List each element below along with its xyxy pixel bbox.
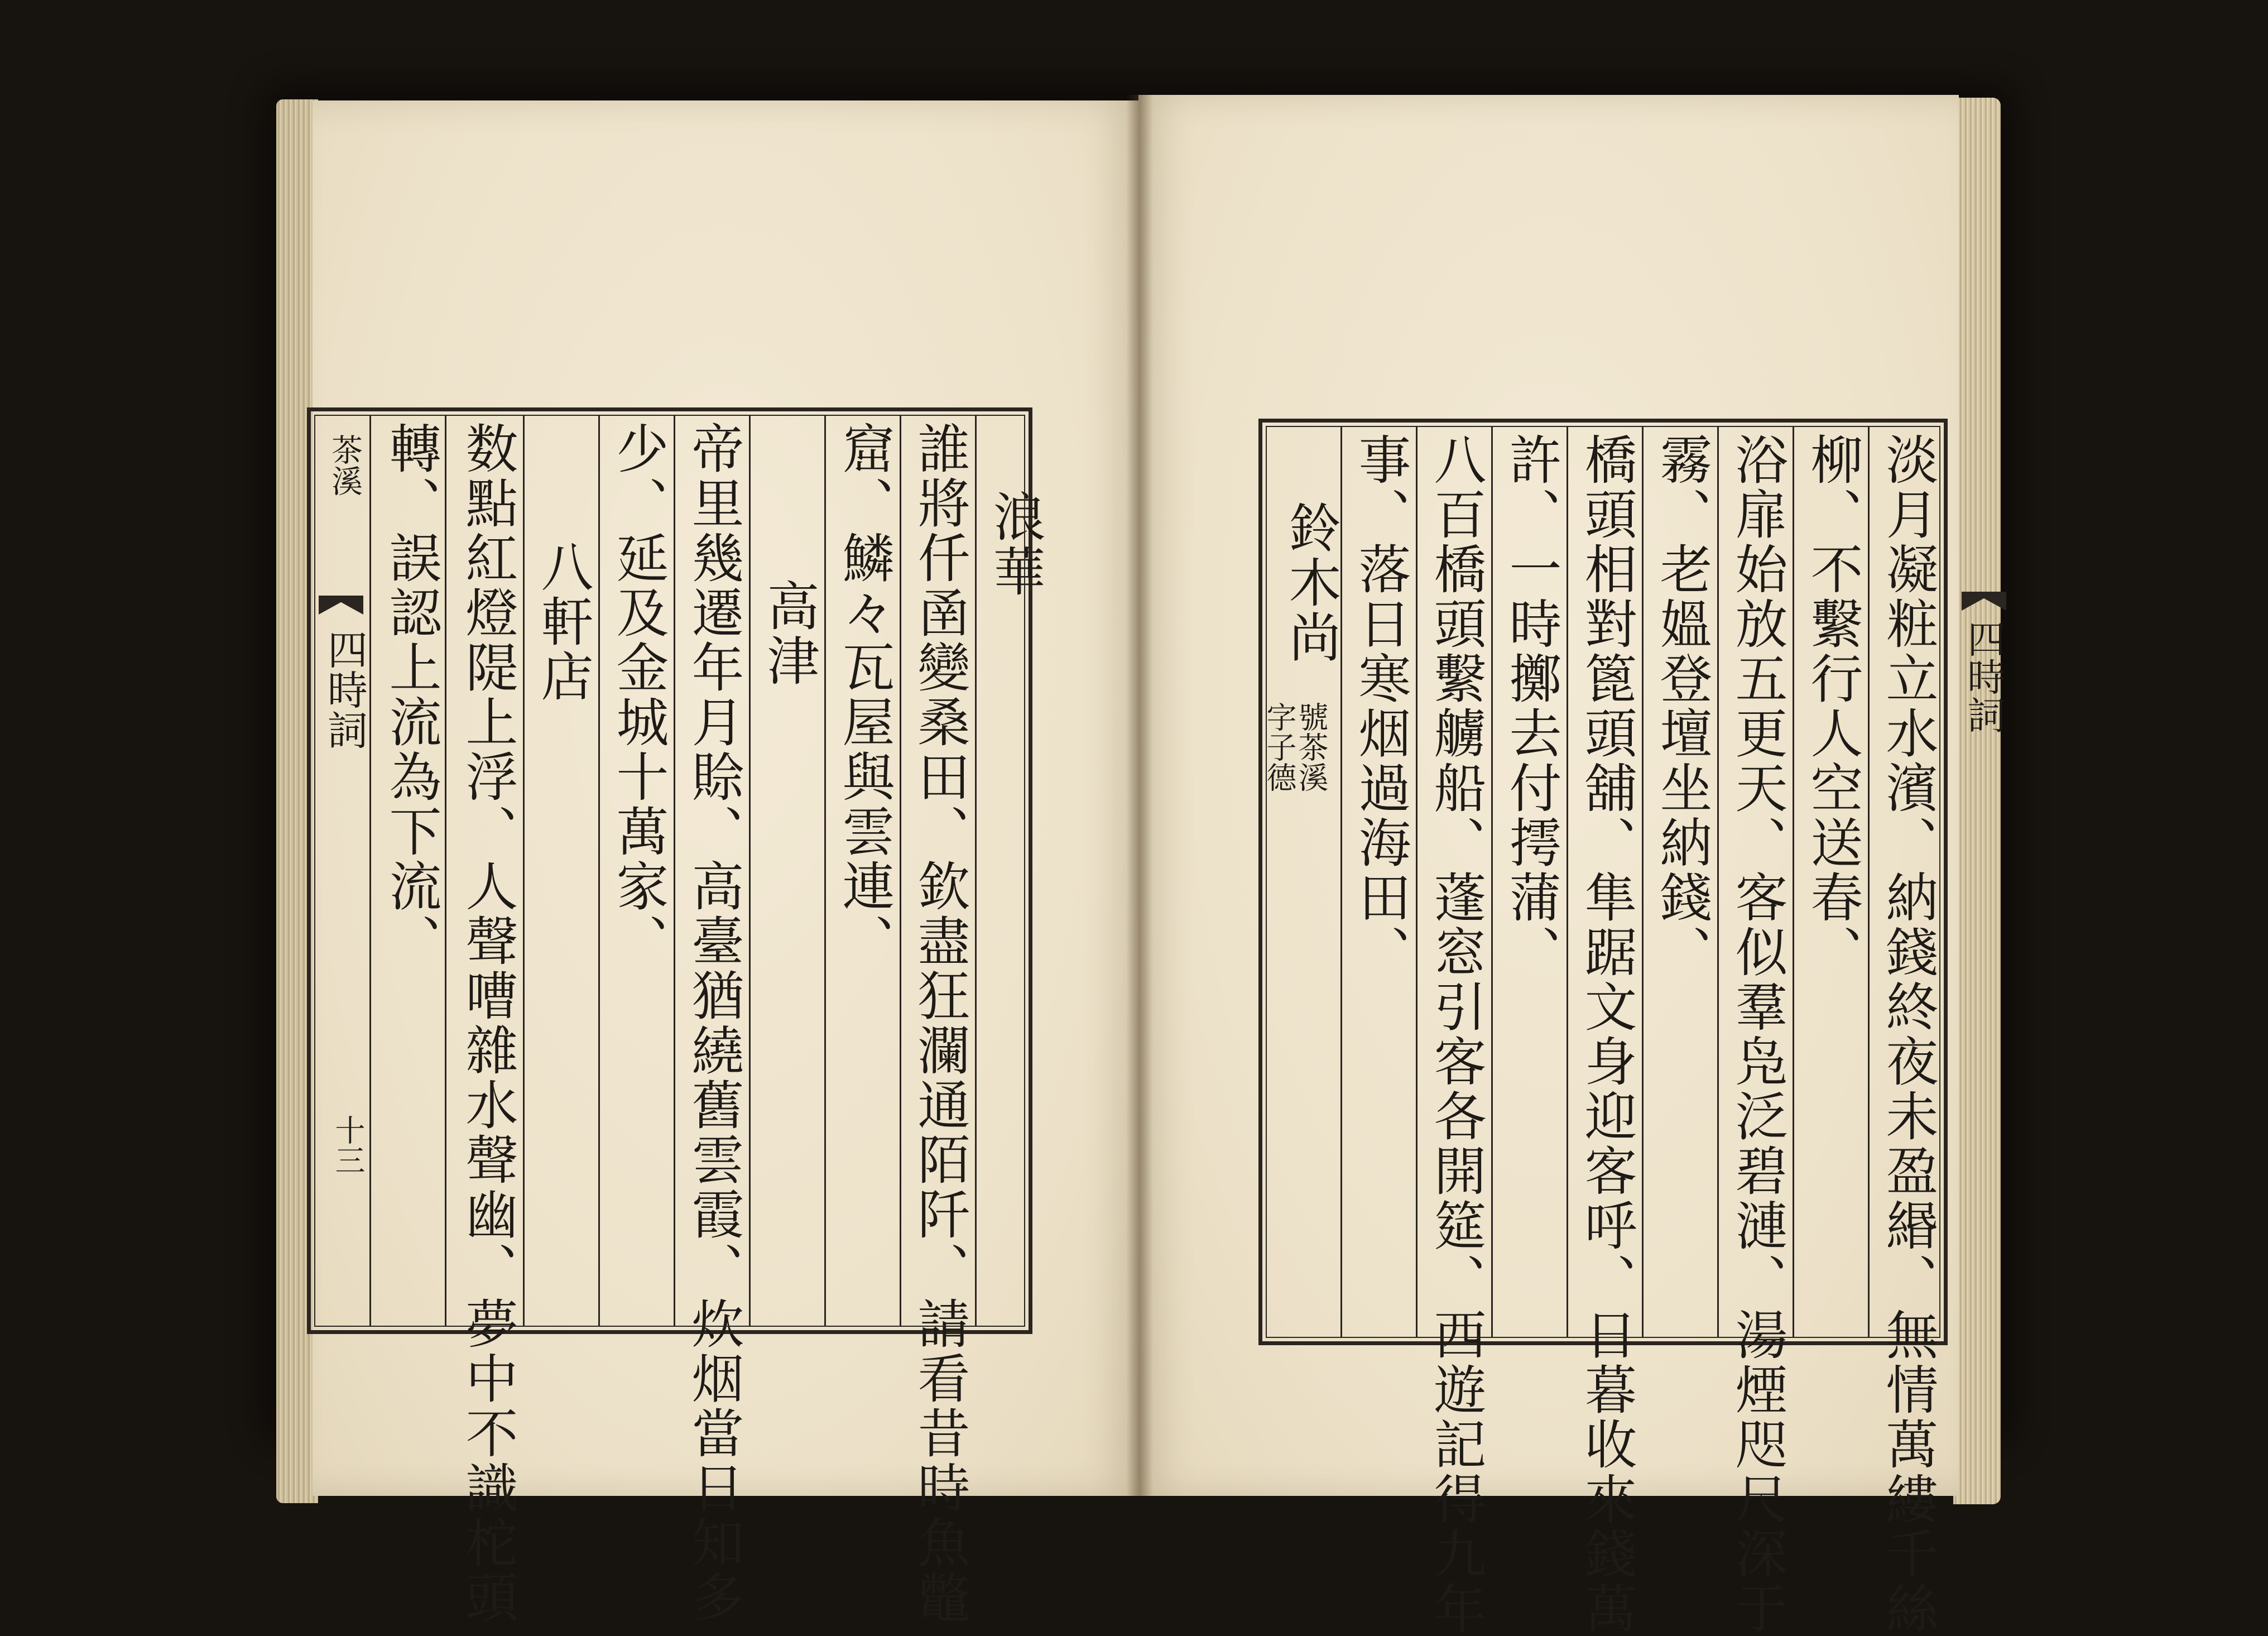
poem-title-naniwa: 浪華	[984, 490, 1045, 599]
column-rule	[1717, 427, 1719, 1337]
poem-line: 淡月凝粧立水濱、納錢終夜未盈緡、無情萬縷千絲	[1877, 433, 1938, 1636]
column-rule	[749, 416, 751, 1326]
author-note: 字子德	[1262, 702, 1297, 792]
poem-line: 窟、鱗々瓦屋與雲連、	[833, 421, 894, 968]
margin-leaf-number: 十三	[330, 1115, 366, 1175]
poem-line: 浴扉始放五更天、客似羣凫泛碧漣、湯煙咫尺深于	[1726, 433, 1787, 1636]
column-rule	[674, 416, 675, 1326]
poem-title-hachikenya: 八軒店	[532, 540, 593, 704]
column-rule	[1340, 427, 1342, 1337]
column-rule	[445, 416, 446, 1326]
margin-section-title: 四時詞	[321, 629, 368, 750]
book-gutter	[1126, 95, 1153, 1496]
fishtail-mark	[319, 596, 363, 615]
column-rule	[1491, 427, 1493, 1337]
poem-line: 誰將仟圅變桑田、欽盡狂瀾通陌阡、請看昔時魚鼈	[909, 421, 969, 1625]
margin-book-title: 茶溪	[326, 434, 363, 496]
poem-line: 霧、老媼登壇坐納錢、	[1651, 433, 1712, 980]
poem-line: 許、一時擲去付摴蒲、	[1500, 433, 1561, 980]
author-name: 鈴木尚	[1280, 501, 1340, 665]
right-text-frame	[1258, 419, 1948, 1636]
poem-line: 橋頭相對篦頭舖、隼踞文身迎客呼、日暮收來錢萬	[1575, 433, 1636, 1636]
page-edges-right	[1953, 98, 2001, 1504]
column-rule	[1868, 427, 1870, 1337]
column-rule	[598, 416, 600, 1326]
column-rule	[824, 416, 826, 1326]
column-rule	[1642, 427, 1644, 1337]
column-rule	[523, 416, 525, 1326]
poem-line: 轉、誤認上流為下流、	[380, 421, 441, 968]
poem-line: 柳、不繫行人空送春、	[1801, 433, 1862, 980]
poem-line: 数點紅燈隄上浮、人聲嘈雜水聲幽、夢中不識柁頭	[457, 421, 517, 1625]
column-rule	[369, 416, 371, 1326]
poem-line: 帝里幾遷年月賒、高臺猶繞舊雲霞、炊烟當日知多	[683, 421, 743, 1625]
poem-title-kozu: 高津	[758, 579, 819, 688]
author-note: 號茶溪	[1294, 702, 1329, 792]
poem-line: 少、延及金城十萬家、	[607, 421, 668, 968]
poem-line: 八百橋頭繫艣船、蓬窓引客各開筵、西遊記得九年	[1425, 433, 1486, 1636]
column-rule	[1567, 427, 1568, 1337]
left-text-frame	[307, 407, 1045, 1625]
poem-line: 事、落日寒烟過海田、	[1349, 433, 1410, 980]
column-rule	[1416, 427, 1418, 1337]
column-rule	[1793, 427, 1794, 1337]
margin-section-title-right: 四時詞	[1961, 620, 2005, 733]
column-rule	[900, 416, 901, 1326]
column-rule	[975, 416, 977, 1326]
